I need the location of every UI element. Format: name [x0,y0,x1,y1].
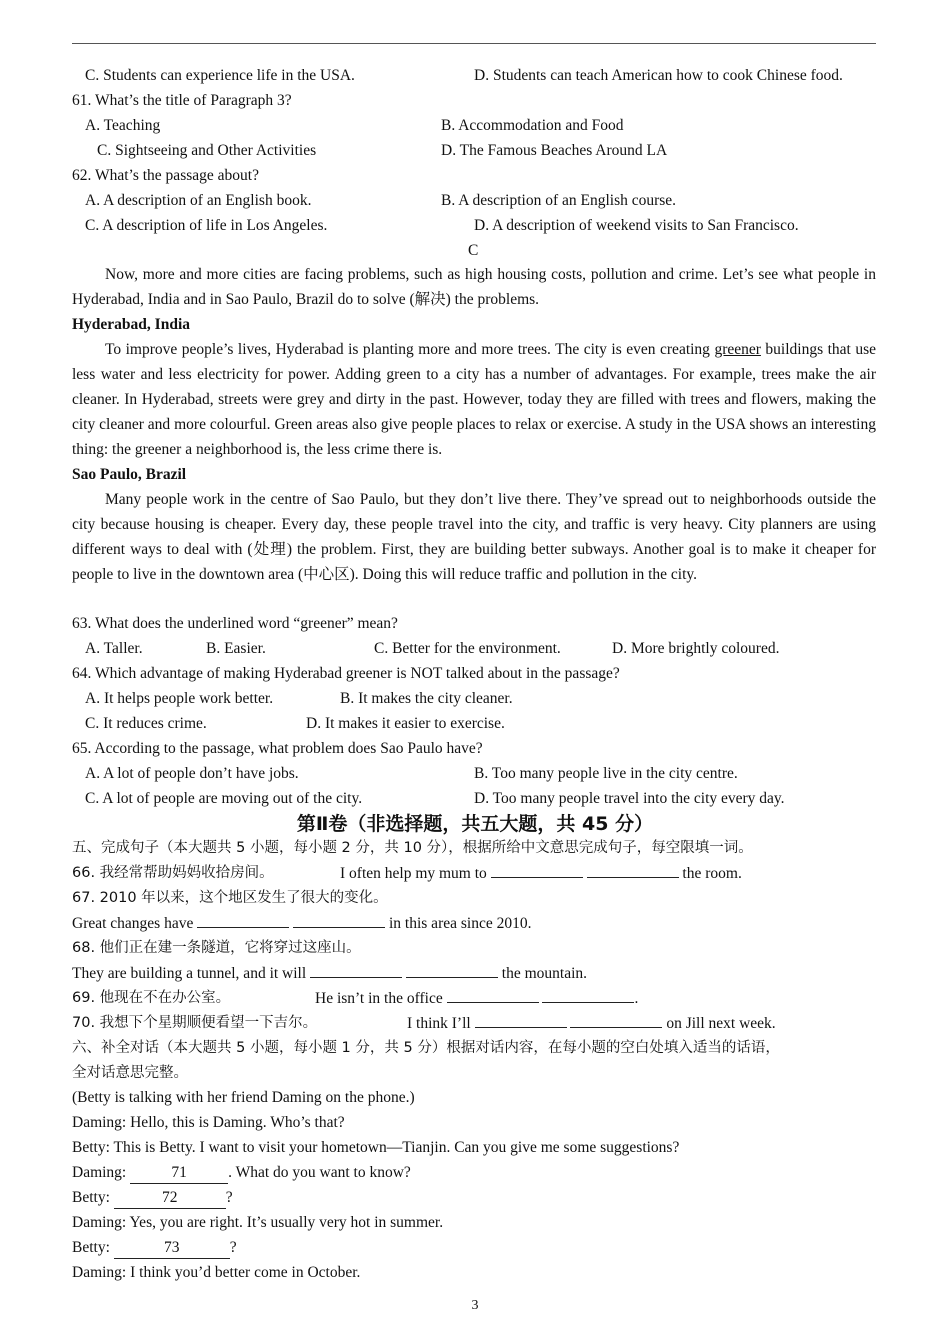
section5-instructions: 五、完成句子（本大题共 5 小题，每小题 2 分，共 10 分），根据所给中文意思完成句子，每空限填一词。 [72,840,753,856]
heading-sao-paulo: Sao Paulo, Brazil [72,466,187,483]
q69-english [315,988,638,1009]
q62-option-a: A. A description of an English book. [85,192,312,209]
q68-english [72,963,587,984]
dialogue-speaker: Betty: [72,1239,110,1256]
q66-chinese: 66. 我经常帮助妈妈收拾房间。 [72,865,274,881]
q62-option-c: C. A description of life in Los Angeles. [85,217,328,234]
dialogue-line-6 [72,1238,237,1259]
q68-blank-2[interactable] [406,963,498,978]
q63-option-b: B. Easier. [206,640,266,657]
q68-text-before: They are building a tunnel, and it will [72,965,307,982]
blank-71[interactable]: 71 [130,1163,228,1184]
q66-text-before: I often help my mum to [340,865,487,882]
dialogue-text: ? [229,1239,237,1256]
q66-blank-1[interactable] [491,863,583,878]
q67-english [72,913,531,934]
header-rule [72,43,876,44]
q64-option-d: D. It makes it easier to exercise. [306,715,505,732]
q67-blank-1[interactable] [197,913,289,928]
heading-hyderabad: Hyderabad, India [72,316,191,333]
paragraph-sao-paulo: Many people work in the centre of Sao Paulo, but they don’t live there. They’ve spread out to neighborhoods outside the city because housing is cheaper. Every day, these people travel into the city, and traffic is very heavy. City planners are using different ways to deal with (处理) the problem. First, they are building better subways. Another goal is to make it cheaper for people to live in the downtown area (中心区). Doing this will reduce traffic and pollution in the city. [72,491,876,583]
dialogue-line-3 [72,1163,411,1184]
q67-blank-2[interactable] [293,913,385,928]
q66-text-after: the room. [682,865,742,882]
q62-stem: 62. What’s the passage about? [72,167,259,184]
q61-stem: 61. What’s the title of Paragraph 3? [72,92,292,109]
q70-chinese: 70. 我想下个星期顺便看望一下吉尔。 [72,1015,318,1031]
blank-73[interactable]: 73 [114,1238,230,1259]
dialogue-line-5: Daming: Yes, you are right. It’s usually very hot in summer. [72,1214,444,1231]
paragraph-hyderabad [72,338,876,463]
q69-text-before: He isn’t in the office [315,990,443,1007]
q68-chinese: 68. 他们正在建一条隧道，它将穿过这座山。 [72,940,361,956]
q60-option-d: D. Students can teach American how to cook Chinese food. [474,67,843,84]
q65-option-a: A. A lot of people don’t have jobs. [85,765,299,782]
q69-blank-1[interactable] [447,988,539,1003]
page-number: 3 [471,1298,479,1313]
passage-label: C [468,242,479,259]
q63-option-c: C. Better for the environment. [374,640,561,657]
q70-text-before: I think I’ll [407,1015,471,1032]
dialogue-speaker: Betty: [72,1189,110,1206]
q70-english [407,1013,776,1034]
q64-stem: 64. Which advantage of making Hyderabad greener is NOT talked about in the passage? [72,665,620,682]
q69-text-after: . [634,990,639,1007]
q68-text-after: the mountain. [501,965,588,982]
q63-option-a: A. Taller. [85,640,143,657]
q70-blank-1[interactable] [475,1013,567,1028]
q65-option-b: B. Too many people live in the city centre. [474,765,738,782]
paragraph-hyderabad-after: buildings that use less water and less electricity for power. Adding green to a city has a number of advantages. For example, trees make the air cleaner. In Hyderabad, streets were grey and dirty in the past. However, today they are filled with trees and flowers, making the city cleaner and more colourful. Green areas also give people places to relax or exercise. A study in the USA shows an interesting thing: the greener a neighborhood is, the less crime there is. [72,341,876,458]
dialogue-line-2: Betty: This is Betty. I want to visit your hometown—Tianjin. Can you give me some suggestions? [72,1139,680,1156]
q70-blank-2[interactable] [570,1013,662,1028]
q66-blank-2[interactable] [587,863,679,878]
q68-blank-1[interactable] [310,963,402,978]
section6-instructions-line1: 六、补全对话（本大题共 5 小题，每小题 1 分，共 5 分）根据对话内容，在每小题的空白处填入适当的话语， [72,1040,780,1056]
q64-option-c: C. It reduces crime. [85,715,207,732]
paragraph-hyderabad-before: To improve people’s lives, Hyderabad is planting more and more trees. The city is even creating [105,341,715,358]
q69-chinese: 69. 他现在不在办公室。 [72,990,231,1006]
dialogue-context: (Betty is talking with her friend Daming on the phone.) [72,1089,415,1106]
q65-stem: 65. According to the passage, what problem does Sao Paulo have? [72,740,483,757]
q67-chinese: 67. 2010 年以来，这个地区发生了很大的变化。 [72,890,388,906]
dialogue-line-7: Daming: I think you’d better come in October. [72,1264,361,1281]
q70-text-after: on Jill next week. [666,1015,776,1032]
part2-title: 第Ⅱ卷（非选择题，共五大题，共 45 分） [296,813,654,835]
q65-option-d: D. Too many people travel into the city every day. [474,790,785,807]
dialogue-line-4 [72,1188,233,1209]
q61-option-c: C. Sightseeing and Other Activities [97,142,317,159]
q65-option-c: C. A lot of people are moving out of the city. [85,790,363,807]
q62-option-b: B. A description of an English course. [441,192,677,209]
passage-intro: Now, more and more cities are facing problems, such as high housing costs, pollution and crime. Let’s see what people in Hyderabad, India and in Sao Paulo, Brazil do to solve (解决) the problems. [72,266,876,308]
blank-72[interactable]: 72 [114,1188,226,1209]
q61-option-a: A. Teaching [85,117,161,134]
q69-blank-2[interactable] [542,988,634,1003]
q67-text-after: in this area since 2010. [388,915,532,932]
dialogue-line-1: Daming: Hello, this is Daming. Who’s that? [72,1114,345,1131]
q63-stem: 63. What does the underlined word “greener” mean? [72,615,398,632]
q64-option-b: B. It makes the city cleaner. [340,690,513,707]
dialogue-speaker: Daming: [72,1164,127,1181]
q61-option-d: D. The Famous Beaches Around LA [441,142,668,159]
q62-option-d: D. A description of weekend visits to San Francisco. [474,217,799,234]
q67-text-before: Great changes have [72,915,194,932]
dialogue-text: ? [225,1189,233,1206]
dialogue-text: . What do you want to know? [228,1164,411,1181]
q60-option-c: C. Students can experience life in the USA. [85,67,355,84]
q61-option-b: B. Accommodation and Food [441,117,624,134]
section6-instructions-line2: 全对话意思完整。 [72,1065,188,1081]
underlined-word-greener: greener [714,341,761,358]
q66-english [340,863,742,884]
q64-option-a: A. It helps people work better. [85,690,274,707]
q63-option-d: D. More brightly coloured. [612,640,780,657]
